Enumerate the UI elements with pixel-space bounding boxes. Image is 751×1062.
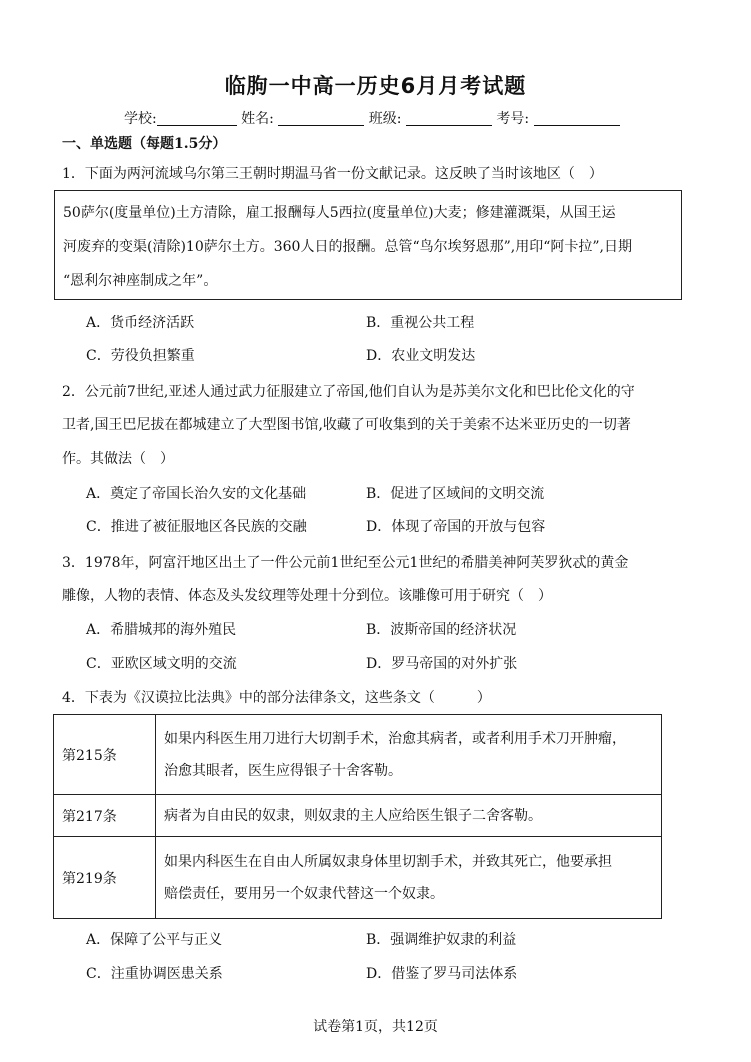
id-label: 考号: <box>496 111 530 127</box>
student-info-line <box>124 108 620 128</box>
school-blank[interactable] <box>157 111 237 126</box>
question-3-option-d[interactable]: D．罗马帝国的对外扩张 <box>366 656 518 672</box>
table-row <box>54 837 662 919</box>
question-1-option-b[interactable]: B．重视公共工程 <box>366 315 475 331</box>
question-1-source-box <box>54 190 682 300</box>
article-text <box>156 837 662 919</box>
source-line: “恩利尔神座制成之年”。 <box>63 273 218 289</box>
source-line: 50萨尔(度量单位)土方清除，雇工报酬每人5西拉(度量单位)大麦；修建灌溉渠，从国王运 <box>63 205 616 221</box>
article-text-line: 如果内科医生用刀进行大切割手术，治愈其病者，或者利用手术刀开肿瘤， <box>164 730 626 747</box>
law-table <box>53 714 662 919</box>
question-3-option-b[interactable]: B．波斯帝国的经济状况 <box>366 622 517 638</box>
table-row <box>54 715 662 795</box>
class-blank[interactable] <box>406 111 492 126</box>
question-2-option-c[interactable]: C．推进了被征服地区各民族的交融 <box>86 519 307 535</box>
question-4-stem: 4．下表为《汉谟拉比法典》中的部分法律条文，这些条文（ ） <box>62 690 491 706</box>
question-3-stem: 雕像，人物的表情、体态及头发纹理等处理十分到位。该雕像可用于研究（ ） <box>62 588 552 604</box>
question-1-option-a[interactable]: A．货币经济活跃 <box>86 315 195 331</box>
question-1-stem: 1．下面为两河流域乌尔第三王朝时期温马省一份文献记录。这反映了当时该地区（ ） <box>62 166 603 182</box>
question-4-option-b[interactable]: B．强调维护奴隶的利益 <box>366 932 517 948</box>
question-4-option-a[interactable]: A．保障了公平与正义 <box>86 932 223 948</box>
article-text <box>156 795 662 837</box>
article-text-line: 治愈其眼者，医生应得银子十舍客勒。 <box>164 762 402 779</box>
article-number: 第215条 <box>54 715 156 795</box>
question-4-option-d[interactable]: D．借鉴了罗马司法体系 <box>366 966 518 982</box>
question-2-stem: 作。其做法（ ） <box>62 451 174 467</box>
page-footer: 试卷第1页，共12页 <box>313 1019 438 1035</box>
article-text <box>156 715 662 795</box>
school-label: 学校: <box>124 111 157 127</box>
article-number: 第217条 <box>54 795 156 837</box>
article-text-line: 赔偿责任，要用另一个奴隶代替这一个奴隶。 <box>164 885 444 902</box>
question-2-stem: 卫者,国王巴尼拔在都城建立了大型图书馆,收藏了可收集到的关于美索不达米亚历史的一切著 <box>62 417 631 433</box>
question-1-option-c[interactable]: C．劳役负担繁重 <box>86 348 195 364</box>
question-1-option-d[interactable]: D．农业文明发达 <box>366 348 476 364</box>
exam-title: 临朐一中高一历史6月月考试题 <box>224 74 527 98</box>
question-2-stem: 2．公元前7世纪,亚述人通过武力征服建立了帝国,他们自认为是苏美尔文化和巴比伦文化的守 <box>62 384 635 400</box>
question-3-option-a[interactable]: A．希腊城邦的海外殖民 <box>86 622 237 638</box>
source-line: 河废弃的变渠(清除)10萨尔土方。360人日的报酬。总管“鸟尔埃努恩那”,用印“阿卡拉”,日期 <box>63 239 632 255</box>
question-2-option-a[interactable]: A．奠定了帝国长治久安的文化基础 <box>86 486 307 502</box>
article-text-line: 病者为自由民的奴隶，则奴隶的主人应给医生银子二舍客勒。 <box>164 807 542 824</box>
question-4-option-c[interactable]: C．注重协调医患关系 <box>86 966 223 982</box>
question-3-stem: 3．1978年，阿富汗地区出土了一件公元前1世纪至公元1世纪的希腊美神阿芙罗狄忒的黄金 <box>62 555 629 571</box>
class-label: 班级: <box>368 111 402 127</box>
article-number: 第219条 <box>54 837 156 919</box>
section-title: 一、单选题（每题1.5分） <box>62 136 227 152</box>
article-text-line: 如果内科医生在自由人所属奴隶身体里切割手术，并致其死亡，他要承担 <box>164 853 612 870</box>
table-row <box>54 795 662 837</box>
name-blank[interactable] <box>278 111 364 126</box>
id-blank[interactable] <box>534 111 620 126</box>
question-2-option-d[interactable]: D．体现了帝国的开放与包容 <box>366 519 546 535</box>
name-label: 姓名: <box>241 111 274 127</box>
question-3-option-c[interactable]: C．亚欧区域文明的交流 <box>86 656 237 672</box>
question-2-option-b[interactable]: B．促进了区域间的文明交流 <box>366 486 545 502</box>
